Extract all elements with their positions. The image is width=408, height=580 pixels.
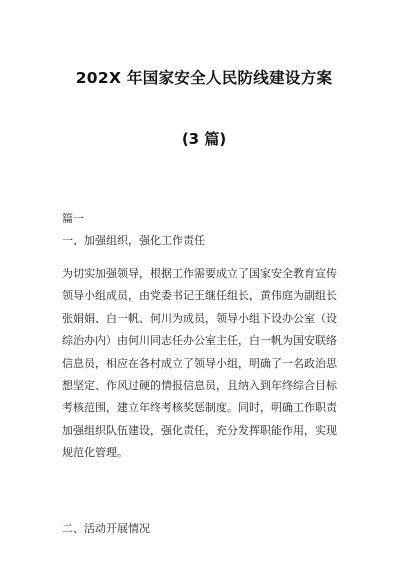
paragraph-line: 张娟娟、白一帆、何川为成员，领导小组下设办公室（设 [62, 311, 337, 325]
section-heading-1: 一、加强组织，强化工作责任 [62, 234, 205, 247]
paragraph-line: 想坚定、作风过硬的情报信息员，且纳入到年终综合目标 [62, 379, 337, 393]
paragraph-line: 加强组织队伍建设，强化责任，充分发挥职能作用，实现 [62, 423, 337, 437]
paragraph-line: 领导小组成员，由党委书记王继任组长，黄伟庭为副组长 [62, 289, 337, 303]
paragraph-line: 考核范围，建立年终考核奖惩制度。同时，明确工作职责 [62, 401, 337, 415]
paragraph-line: 为切实加强领导，根据工作需要成立了国家安全教育宣传 [62, 267, 337, 280]
paragraph-line: 规范化管理。 [62, 446, 128, 460]
paragraph-1 [62, 263, 362, 465]
paragraph-line: 信息员，相应在各村成立了领导小组，明确了一名政治思 [62, 356, 337, 370]
document-title: 202X 年国家安全人民防线建设方案 [75, 69, 333, 87]
document-subtitle: (3 篇) [181, 130, 227, 148]
section-label: 篇一 [62, 212, 84, 225]
paragraph-line: 综治办内）由何川同志任办公室主任，白一帆为国安联络 [62, 334, 337, 348]
section-heading-2: 二、活动开展情况 [62, 522, 150, 535]
